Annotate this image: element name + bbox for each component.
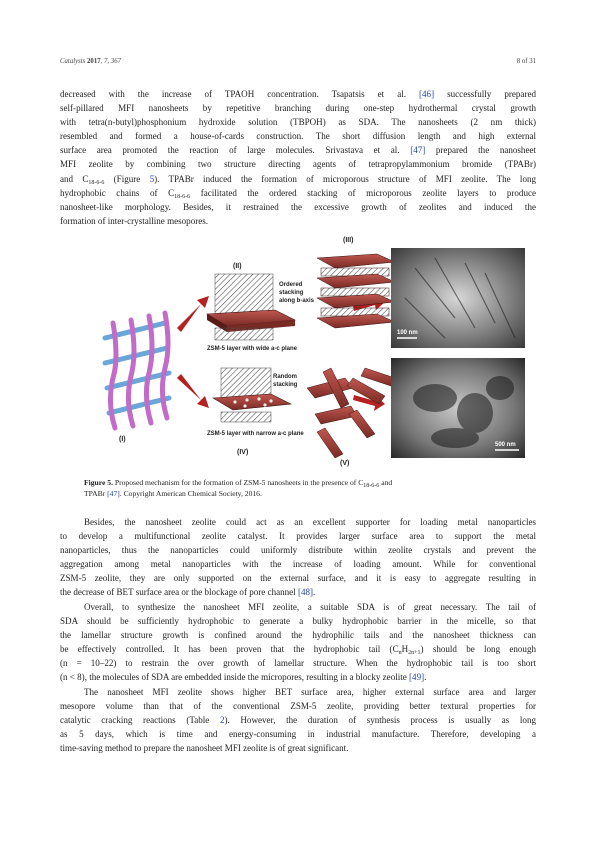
figure-caption: Figure 5. Proposed mechanism for the formation of ZSM-5 nanosheets in the presence of $C_{18-6-6}$ and TPABr [47]. Copyright American Chemical Society, 2016.: [84, 478, 393, 498]
paragraph-4: The nanosheet MFI zeolite shows higher BET surface area, higher external surface area and larger mesopore volume than that of the conventional ZSM-5 zeolite, providing better textural properties for catalytic cracking reactions (Table 2). However, the duration of synthesis process is usually as long as 5 days, which is time and energy-consuming in industrial manufacture. Therefore, developing a time-saving method to prepare the nanosheet MFI zeolite is of great significant.: [60, 687, 536, 754]
page-number: 8 of 31: [516, 58, 536, 65]
label-random: Random: [273, 374, 297, 380]
scale-bar-100nm: 100 nm: [397, 330, 418, 336]
label-wide-plane: ZSM-5 layer with wide a-c plane: [207, 346, 298, 352]
label-i: (I): [119, 436, 126, 443]
tem-image-bottom: [391, 358, 525, 458]
random-stacking-diagram: [307, 368, 395, 467]
citation-link[interactable]: [47]: [410, 145, 426, 156]
label-ordered: Ordered: [279, 282, 303, 288]
label-iv: (IV): [237, 449, 249, 456]
page-header: [60, 58, 536, 70]
tem-image-top: [391, 248, 525, 348]
journal-citation: Catalysts 2017, 7, 367: [60, 58, 121, 65]
paragraph-2: Besides, the nanosheet zeolite could act as an excellent supporter for loading metal nanoparticles to develop a multifunctional zeolite catalyst. It provides larger surface area to support the metal nanoparticles, thus the nanoparticles could uniformly distribute within zeolite crystals and prevent the aggregation among metal nanoparticles with the increase of loading amount. While for conventional ZSM-5 zeolite, they are only supported on the external surface, and it is easy to aggregate resulting in the decrease of BET surface area or the blockage of pore channel [48].: [60, 517, 536, 598]
citation-link[interactable]: [47]: [107, 489, 120, 498]
zsm5-layer-narrow-diagram: [207, 368, 304, 456]
label-narrow-plane: ZSM-5 layer with narrow a-c plane: [207, 431, 304, 437]
label-iii: (III): [343, 237, 354, 244]
figure-link[interactable]: 5: [149, 173, 155, 184]
stacked-sheets-diagram: [317, 237, 395, 328]
table-link[interactable]: 2: [219, 715, 225, 726]
scale-bar-500nm: 500 nm: [495, 442, 516, 448]
citation-link[interactable]: [48]: [297, 587, 314, 598]
label-v: (V): [340, 460, 350, 467]
svg-text:stacking: stacking: [273, 382, 298, 388]
citation-link[interactable]: [49]: [409, 672, 425, 683]
citation-link[interactable]: [46]: [419, 89, 435, 99]
zeolite-framework-diagram: [105, 313, 169, 443]
paragraph-1: decreased with the increase of TPAOH concentration. Tsapatsis et al. [46] successfully prepared self-pillared MFI nanosheets by repetitive branching during one-step hydrothermal crystal growth with tetra(n-butyl)phosphonium hydroxide solution (TBPOH) as SDA. The nanosheets (2 nm thick) resembled and formed a house-of-cards construction. The short diffusion length and high external surface area promoted the reaction of large molecules. Srivastava et al. [47] prepared the nanosheet MFI zeolite by combining two structure directing agents of tetrapropylammonium bromide (TPABr) and $C_{18-6-6}$ (Figure 5). TPABr induced the formation of microporous structure of MFI zeolite. The long hydrophobic chains of $C_{18-6-6}$ facilitated the ordered stacking of microporous zeolite layers to produce nanosheet-like morphology. Besides, it restrained the excessive growth of zeolites and induced the formation of inter-crystalline mesopores.: [60, 89, 537, 226]
paragraph-3: Overall, to synthesize the nanosheet MFI zeolite, a suitable SDA is of great necessary. The tail of SDA should be sufficiently hydrophobic to generate a bulky hydrophobic barrier in the micelle, so that the lamellar structure growth is confined around the hydrophilic tails and the nanosheet thickness can be effectively controlled. It has been proven that the hydrophobic tail $(C_nH_{2n+1})$ should be long enough (n = 10–22) to restrain the over growth of lamellar structure. When the hydrophobic tail is too short (n < 8), the molecules of SDA are embedded inside the micropores, resulting in a blocky zeolite [49].: [60, 602, 536, 683]
label-ii: (II): [233, 263, 242, 270]
zsm5-layer-wide-diagram: [207, 263, 315, 352]
figure-5-mechanism: [95, 228, 525, 476]
svg-text:stacking: stacking: [279, 290, 304, 296]
svg-text:along b-axis: along b-axis: [279, 298, 315, 304]
